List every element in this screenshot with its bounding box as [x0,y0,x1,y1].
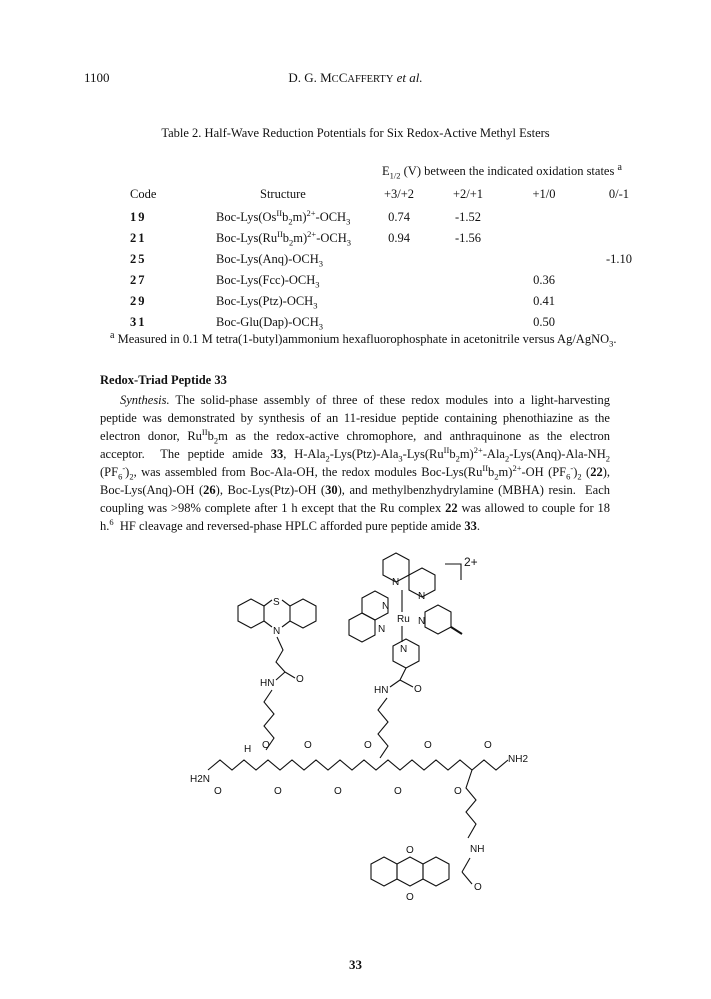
atom-n: N [418,591,426,602]
table-row [110,228,654,249]
row-value [366,312,432,333]
row-value [366,249,432,270]
row-value: 0.50 [533,315,555,329]
reduction-potential-table [110,182,654,333]
atom-o: O [454,786,462,797]
row-code: 19 [130,210,147,224]
body-paragraph: Synthesis. The solid-phase assembly of three of these redox modules into a light-harvesting peptide was demonstrated by synthesis of an 11-residue peptide containing phenothiazine as the electron donor, $Ru^{II}b_2m$ as the redox-active chromophore, and anthraquinone as the electron acceptor. The peptide amide 33, $H-Ala_2-Lys(Ptz)-Ala_3-Lys(Ru^{II}b_2m)^{2+}-Ala_2-Lys(Anq)-Ala-NH_2$ $(PF_6^-)_2$, was assembled from Boc-Ala-OH, the redox modules Boc-$Lys(Ru^{II}b_2m)^{2+}-OH$ $(PF_6^-)_2$ (22), Boc-Lys(Anq)-OH (26), Boc-Lys(Ptz)-OH (30), and methylbenzhydrylamine (MBHA) resin. Each coupling was >98% complete after 1 h except that the Ru complex 22 was allowed to couple for 18 h.$^6$ HF cleavage and reversed-phase HPLC afforded pure peptide amide 33. [100,393,611,533]
row-code: 29 [130,294,147,308]
atom-s: S [273,597,280,608]
row-structure: Boc-$Lys(Fcc)-OCH_3$ [216,273,320,290]
atom-n: N [382,601,390,612]
atom-n: N [273,626,281,637]
ru-bipyridyl-complex [349,553,478,758]
phenothiazine-group [238,597,316,750]
atom-o: O [262,740,270,751]
col-header-code: Code [130,187,157,201]
table-row [110,270,654,291]
atom-o: O [274,786,282,797]
row-value [504,249,584,270]
row-value: 0.94 [388,231,410,245]
section-heading: Redox-Triad Peptide 33 [100,373,227,387]
atom-n: N [392,577,400,588]
running-head: D. G. MCCAFFERTY et al. [288,70,423,85]
atom-o: O [364,740,372,751]
row-value [366,291,432,312]
row-value [504,228,584,249]
atom-nh: NH [470,844,485,855]
atom-n: N [400,644,408,655]
row-value [584,270,654,291]
atom-o: O [424,740,432,751]
page-number: 1100 [84,70,110,85]
row-code: 25 [130,252,147,266]
row-value: -1.56 [454,231,482,245]
table-footnote: $^a$ Measured in 0.1 M tetra(1-butyl)ammonium hexafluorophosphate in acetonitrile versus Ag/AgNO$_3$. [110,329,617,349]
atom-o: O [214,786,222,797]
col-header-1-0: +1/0 [532,187,556,201]
row-value [584,291,654,312]
atom-o: O [394,786,402,797]
table-row [110,249,654,270]
atom-n: N [378,624,386,635]
row-value [366,270,432,291]
row-value: 0.41 [533,294,555,308]
row-structure: Boc-$Glu(Dap)-OCH_3$ [216,315,324,332]
anthraquinone-group [371,770,484,903]
atom-o: O [304,740,312,751]
row-value [432,291,504,312]
atom-o: O [296,674,304,685]
table-header-row [110,182,654,207]
col-header-2-1: +2/+1 [452,187,484,201]
row-structure: Boc-$Lys(Anq)-OCH_3$ [216,252,324,269]
atom-hn: HN [260,678,275,689]
atom-hn: HN [374,685,389,696]
row-value: 0.74 [388,210,410,224]
row-value: -1.52 [454,210,482,224]
row-value [432,312,504,333]
col-header-structure: Structure [260,187,306,201]
atom-h2n: H2N [190,774,211,785]
page-header [0,70,711,90]
table-row [110,207,654,228]
atom-n: N [418,616,426,627]
row-structure: Boc-$Lys(Os^{II}b_2m)^{2+}-OCH_3$ [216,207,351,227]
col-header-3-2: +3/+2 [383,187,415,201]
row-value [432,270,504,291]
compound-number: 33 [349,957,362,972]
atom-nh2: NH2 [508,754,529,765]
table-caption: Table 2. Half-Wave Reduction Potentials for Six Redox-Active Methyl Esters [161,126,550,140]
paragraph-lead: Synthesis. [120,393,170,407]
row-value [584,207,654,228]
row-value: -1.10 [605,252,633,266]
row-value [432,249,504,270]
row-code: 21 [130,231,147,245]
atom-o: O [414,684,422,695]
atom-o: O [484,740,492,751]
row-value [504,207,584,228]
row-code: 27 [130,273,147,287]
row-value [584,312,654,333]
charge-label: 2+ [464,555,478,569]
structure-figure-33 [0,550,711,970]
atom-o: O [406,892,414,903]
row-code: 31 [130,315,147,329]
atom-o: O [334,786,342,797]
table-spanner: $E_{1/2}$ (V) between the indicated oxidation states $^a$ [382,161,622,181]
atom-o: O [406,845,414,856]
atom-ru: Ru [397,614,410,625]
row-value: 0.36 [533,273,555,287]
table-row [110,312,654,333]
atom-o: O [474,882,482,893]
table-row [110,291,654,312]
col-header-0-m1: 0/-1 [608,187,630,201]
row-structure: Boc-$Lys(Ptz)-OCH_3$ [216,294,318,311]
row-value [584,228,654,249]
peptide-backbone [190,740,528,797]
atom-h: H [244,744,252,755]
row-structure: Boc-$Lys(Ru^{II}b_2m)^{2+}-OCH_3$ [216,228,352,248]
